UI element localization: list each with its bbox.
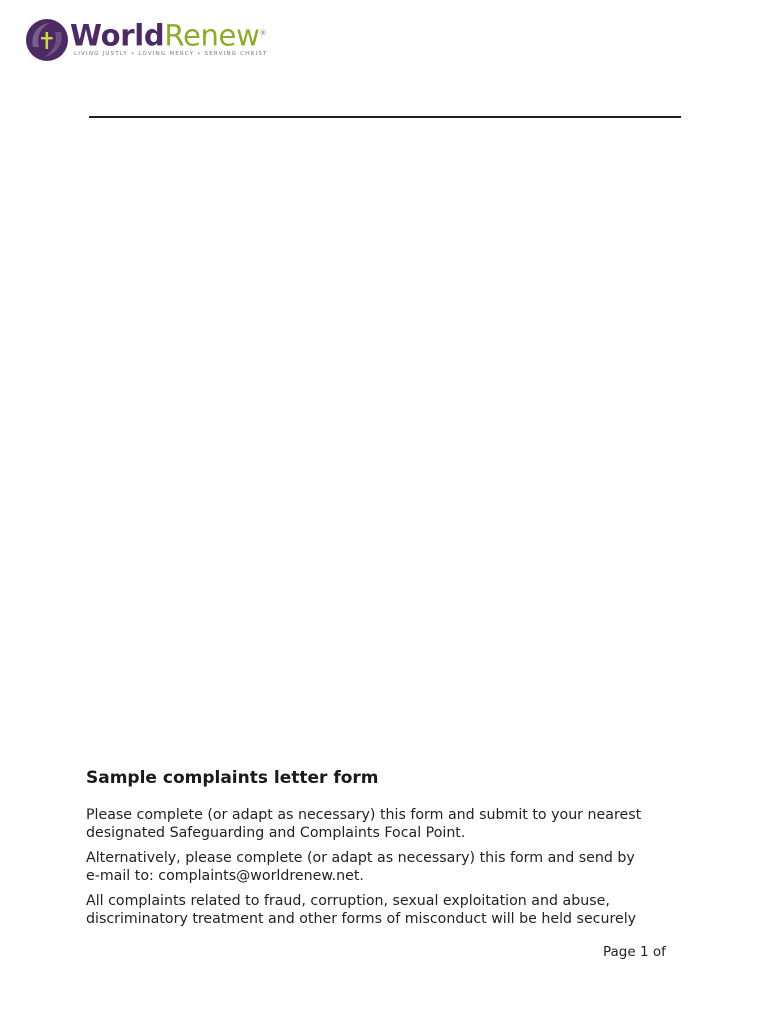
paragraph-line: All complaints related to fraud, corruption, sexual exploitation and abuse, bbox=[86, 893, 610, 909]
logo-wordmark bbox=[70, 13, 266, 56]
header-divider bbox=[89, 116, 681, 118]
paragraph-submission bbox=[86, 806, 686, 842]
paragraph-line: Please complete (or adapt as necessary) this form and submit to your nearest bbox=[86, 807, 642, 823]
world-renew-logo bbox=[24, 17, 274, 63]
paragraph-email bbox=[86, 849, 686, 885]
logo-tagline: LIVING JUSTLY • LOVING MERCY • SERVING CHRIST bbox=[74, 51, 268, 57]
logo-trademark: ® bbox=[259, 29, 267, 37]
page-number: Page 1 of bbox=[603, 944, 666, 960]
paragraph-line: e-mail to: complaints@worldrenew.net. bbox=[86, 868, 364, 884]
paragraph-line: designated Safeguarding and Complaints Focal Point. bbox=[86, 825, 466, 841]
paragraph-line: Alternatively, please complete (or adapt as necessary) this form and send by bbox=[86, 850, 635, 866]
cross-circle-icon bbox=[24, 17, 70, 63]
paragraph-confidentiality bbox=[86, 892, 686, 928]
paragraph-line: discriminatory treatment and other forms of misconduct will be held securely bbox=[86, 911, 637, 927]
logo-renew-text: Renew bbox=[164, 18, 260, 53]
logo-world-text: World bbox=[70, 18, 165, 53]
document-title: Sample complaints letter form bbox=[86, 768, 379, 788]
